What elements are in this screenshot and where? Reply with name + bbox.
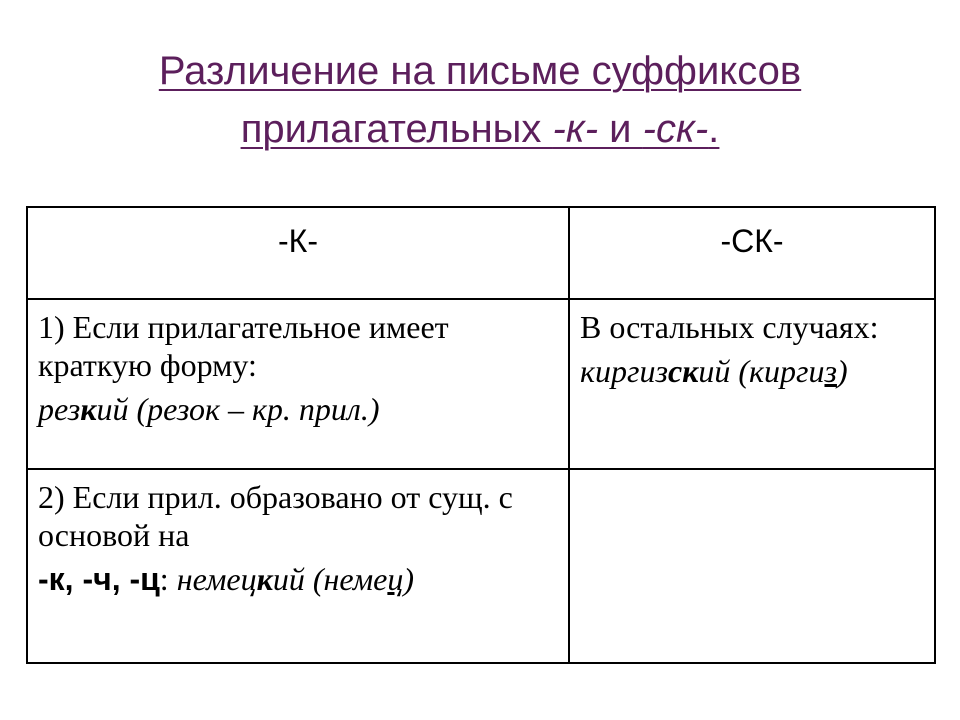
table-header-row [27, 207, 935, 299]
example-part: немец [176, 561, 257, 597]
slide-title [40, 42, 920, 158]
example-suffix: ск [667, 353, 699, 389]
other-cases-text: В остальных случаях: [580, 309, 879, 345]
example-suffix: к [256, 561, 273, 597]
example-part: ий (резок – кр. прил.) [96, 391, 380, 427]
title-line-1: Различение на письме суффиксов [158, 49, 802, 93]
example-root-letter: з [824, 353, 837, 389]
example-word [177, 561, 414, 597]
rule-1-cell [27, 299, 569, 469]
example-part: ий (кирги [698, 353, 825, 389]
example-part: ) [403, 561, 415, 597]
rule-2-example [38, 560, 558, 598]
rule-1-example [38, 390, 558, 428]
title-suffix-sk: -ск- [642, 107, 709, 151]
empty-cell [569, 469, 935, 663]
header-sk: -СК- [569, 207, 935, 299]
table-row [27, 299, 935, 469]
example-part: ий (неме [272, 561, 388, 597]
title-suffix-k: -к- [552, 107, 599, 151]
other-cases-example [580, 352, 924, 390]
title-line-2 [241, 107, 720, 151]
stem-endings: -к, -ч, -ц [38, 561, 160, 597]
title-prefix: прилагательных [240, 107, 553, 151]
example-suffix: к [80, 391, 97, 427]
title-period: . [708, 107, 720, 151]
header-k: -К- [27, 207, 569, 299]
example-root-letter: ц [387, 561, 404, 597]
example-part: ) [836, 353, 848, 389]
table-row [27, 469, 935, 663]
suffix-rules-table [26, 206, 936, 664]
example-colon: : [159, 561, 177, 597]
rule-1-text: 1) Если прилагательное имеет краткую форму: [38, 309, 449, 383]
rule-2-cell [27, 469, 569, 663]
title-conjunction: и [598, 107, 643, 151]
example-part: киргиз [580, 353, 668, 389]
rule-2-text: 2) Если прил. образовано от сущ. с основой на [38, 479, 513, 553]
example-part: рез [38, 391, 81, 427]
other-cases-cell [569, 299, 935, 469]
